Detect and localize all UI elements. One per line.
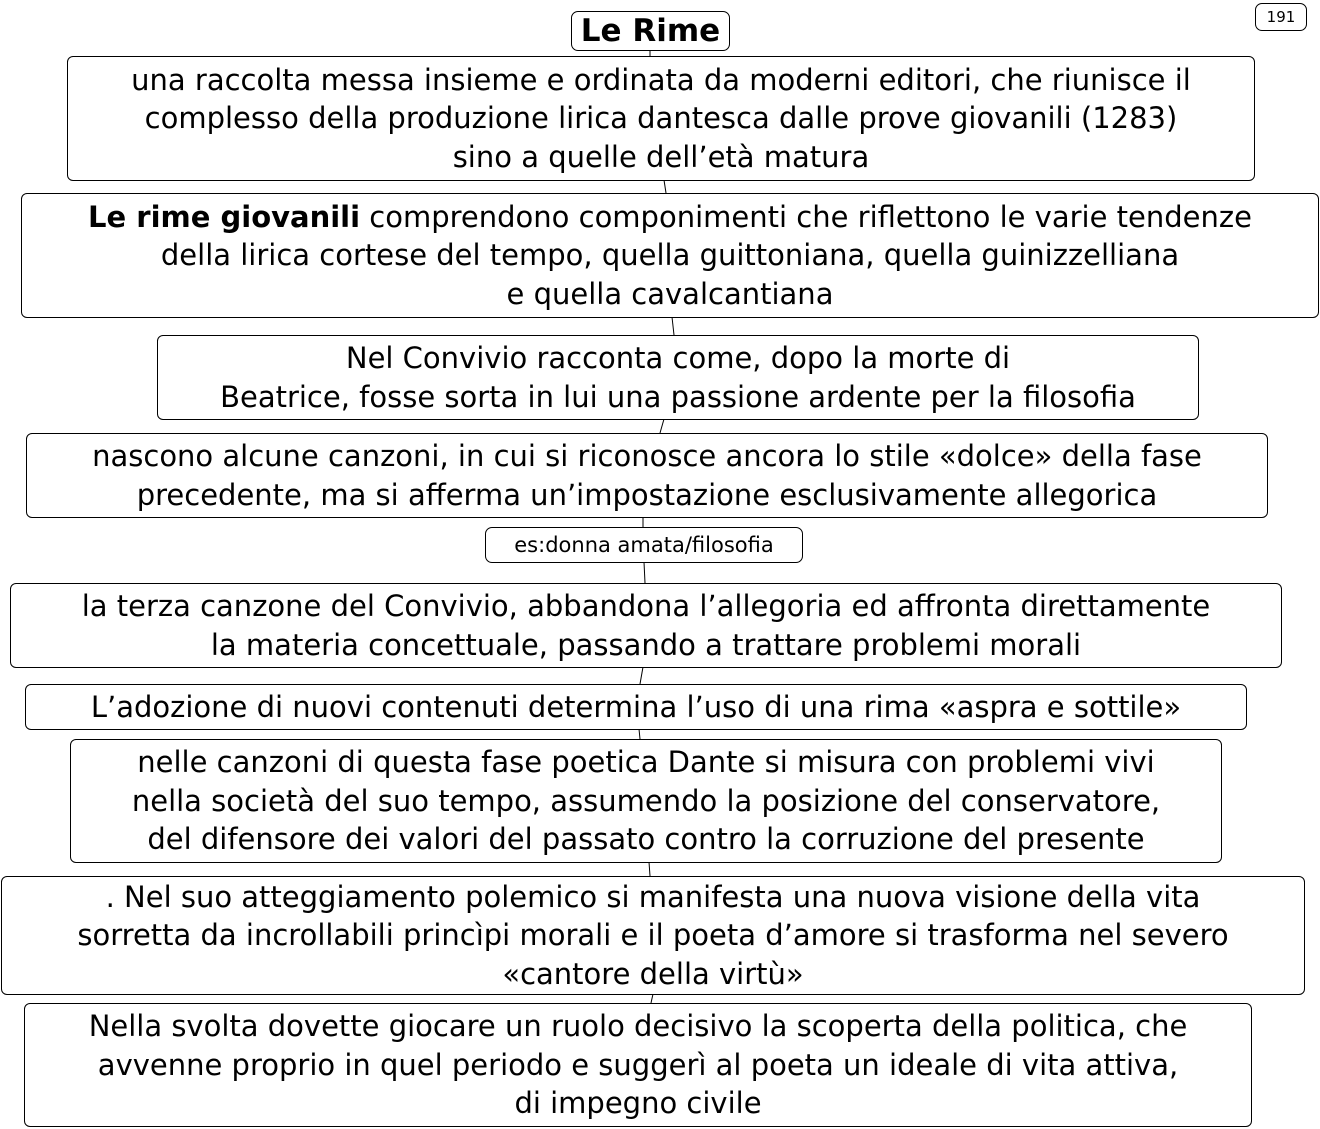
rima-aspra-node[interactable] — [25, 684, 1247, 730]
rime-giovanili-rest: comprendono componimenti che riflettono le varie tendenze della lirica cortese del tempo, quella guittoniana, quella guinizzelliana e quella cavalcantiana — [160, 199, 1252, 311]
example-node[interactable] — [485, 527, 803, 563]
convivio-node[interactable] — [157, 335, 1199, 420]
societa-text: nelle canzoni di questa fase poetica Dante si misura con problemi vivi nella società del suo tempo, assumendo la posizione del conservatore, del difensore dei valori del passato contro la corruzione del presente — [131, 745, 1161, 857]
page-number-text: 191 — [1266, 8, 1296, 26]
canzoni-node[interactable] — [26, 433, 1268, 518]
connector-example-terza — [644, 562, 645, 583]
atteggiamento-polemico-text: . Nel suo atteggiamento polemico si manifesta una nuova visione della vita sorretta da incrollabili princìpi morali e il poeta d’amore si trasforma nel severo «cantore della virtù» — [77, 879, 1229, 991]
connector-giovanili-convivio — [672, 317, 674, 335]
definition-text: una raccolta messa insieme e ordinata da moderni editori, che riunisce il complesso della produzione lirica dantesca dalle prove giovanili (1283) sino a quelle dell’età matura — [131, 62, 1191, 174]
connector-polemico-politica — [651, 994, 653, 1003]
rime-giovanili-text — [88, 198, 1252, 314]
politica-text: Nella svolta dovette giocare un ruolo decisivo la scoperta della politica, che avvenne proprio in quel periodo e suggerì al poeta un ideale di vita attiva, di impegno civile — [88, 1009, 1188, 1121]
connector-definition-giovanili — [664, 180, 666, 193]
terza-canzone-text: la terza canzone del Convivio, abbandona l’allegoria ed affronta direttamente la materia concettuale, passando a trattare problemi morali — [81, 589, 1211, 662]
rime-giovanili-bold: Le rime giovanili — [88, 199, 361, 234]
atteggiamento-polemico-node[interactable] — [1, 876, 1305, 995]
societa-node[interactable] — [70, 739, 1222, 863]
title-node[interactable] — [571, 11, 730, 51]
example-text: es:donna amata/filosofia — [514, 533, 774, 557]
rima-aspra-text: L’adozione di nuovi contenuti determina l’uso di una rima «aspra e sottile» — [90, 689, 1182, 724]
definition-node[interactable] — [67, 56, 1255, 181]
convivio-text: Nel Convivio racconta come, dopo la morte di Beatrice, fosse sorta in lui una passione ardente per la filosofia — [220, 341, 1136, 414]
canzoni-text: nascono alcune canzoni, in cui si riconosce ancora lo stile «dolce» della fase precedente, ma si afferma un’impostazione esclusivamente allegorica — [92, 439, 1202, 512]
connector-terza-rima — [640, 667, 643, 684]
page-number-badge — [1255, 3, 1307, 31]
rime-giovanili-node[interactable] — [21, 193, 1319, 318]
connector-convivio-canzoni — [660, 419, 664, 433]
connector-societa-polemico — [649, 862, 650, 876]
politica-node[interactable] — [24, 1003, 1252, 1127]
terza-canzone-node[interactable] — [10, 583, 1282, 668]
connector-rima-societa — [639, 729, 640, 739]
title-text: Le Rime — [580, 13, 721, 49]
